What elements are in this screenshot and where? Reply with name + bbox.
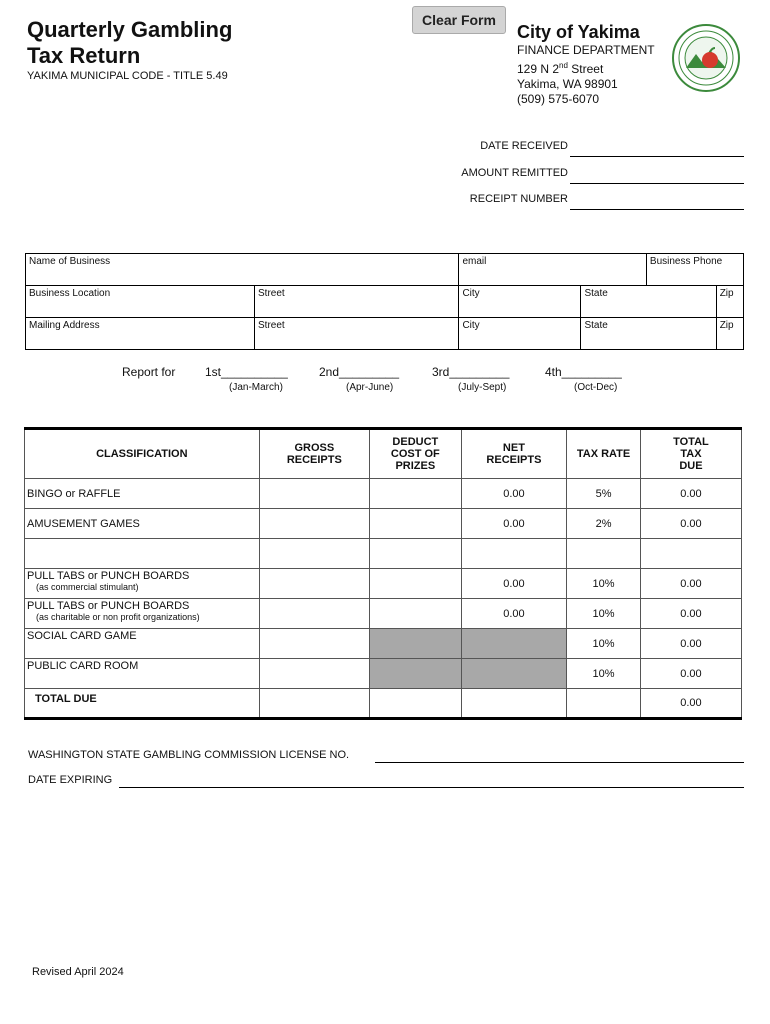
header-gross-receipts: GROSS RECEIPTS xyxy=(259,429,369,479)
location-city-field[interactable]: City xyxy=(459,286,581,318)
header-classification: CLASSIFICATION xyxy=(25,429,260,479)
receipt-number-label: RECEIPT NUMBER xyxy=(469,193,568,205)
total-due-value: 0.00 xyxy=(640,689,741,719)
business-info-table xyxy=(25,253,744,350)
license-label: WASHINGTON STATE GAMBLING COMMISSION LICENSE NO. xyxy=(28,749,350,761)
header-net-receipts: NET RECEIPTS xyxy=(461,429,567,479)
tax-rate-value: 2% xyxy=(567,509,641,539)
date-expiring-label: DATE EXPIRING xyxy=(28,774,113,786)
quarter-1-field[interactable]: 1st__________ xyxy=(205,365,288,379)
title-line-2: Tax Return xyxy=(27,43,141,68)
location-zip-field[interactable]: Zip xyxy=(716,286,743,318)
header-tax-rate: TAX RATE xyxy=(567,429,641,479)
deduct-cost-input[interactable] xyxy=(370,569,462,599)
row-classification: BINGO or RAFFLE xyxy=(25,479,260,509)
receipt-number-field[interactable] xyxy=(570,197,744,210)
shaded-cell xyxy=(370,659,462,689)
quarter-3-field[interactable]: 3rd_________ xyxy=(432,365,510,379)
quarter-2-range: (Apr-June) xyxy=(346,382,394,393)
gross-receipts-input[interactable] xyxy=(259,629,369,659)
municipal-code: YAKIMA MUNICIPAL CODE - TITLE 5.49 xyxy=(27,70,228,82)
amount-remitted-label: AMOUNT REMITTED xyxy=(461,167,568,179)
quarter-2-field[interactable]: 2nd_________ xyxy=(319,365,400,379)
net-receipts-value: 0.00 xyxy=(461,509,567,539)
mailing-state-field[interactable]: State xyxy=(581,318,716,350)
deduct-cost-input[interactable] xyxy=(370,509,462,539)
phone-number: (509) 575-6070 xyxy=(517,92,600,106)
table-row-blank xyxy=(25,539,742,569)
license-number-field[interactable] xyxy=(375,750,744,763)
mailing-city-field[interactable]: City xyxy=(459,318,581,350)
deduct-cost-input[interactable] xyxy=(370,599,462,629)
row-classification: PULL TABS or PUNCH BOARDS (as commercial stimulant) xyxy=(25,569,260,599)
tax-rate-value: 10% xyxy=(567,599,641,629)
header-deduct-cost: DEDUCT COST OF PRIZES xyxy=(370,429,462,479)
clear-form-button[interactable]: Clear Form xyxy=(412,6,506,34)
table-row xyxy=(25,599,742,629)
mailing-street-field[interactable]: Street xyxy=(255,318,459,350)
header-total-tax-due: TOTAL TAX DUE xyxy=(640,429,741,479)
table-row xyxy=(25,629,742,659)
deduct-cost-input[interactable] xyxy=(370,479,462,509)
form-title xyxy=(27,17,232,69)
shaded-cell xyxy=(461,659,567,689)
gross-receipts-input[interactable] xyxy=(259,509,369,539)
report-for-label: Report for xyxy=(122,365,176,379)
row-classification: SOCIAL CARD GAME xyxy=(25,629,260,659)
total-due-label: TOTAL DUE xyxy=(25,689,260,719)
quarter-4-field[interactable]: 4th_________ xyxy=(545,365,622,379)
date-received-field[interactable] xyxy=(570,144,744,157)
table-row xyxy=(25,569,742,599)
mailing-address-label: Mailing Address xyxy=(26,318,255,350)
shaded-cell xyxy=(370,629,462,659)
email-field[interactable]: email xyxy=(459,254,646,286)
department-address xyxy=(517,43,655,107)
total-tax-value: 0.00 xyxy=(640,479,741,509)
tax-rate-value: 5% xyxy=(567,479,641,509)
gross-receipts-input[interactable] xyxy=(259,569,369,599)
revised-date: Revised April 2024 xyxy=(32,966,124,978)
city-seal-icon xyxy=(672,24,740,92)
street-address: 129 N 2nd Street xyxy=(517,61,604,76)
date-received-label: DATE RECEIVED xyxy=(480,140,568,152)
total-tax-value: 0.00 xyxy=(640,569,741,599)
shaded-cell xyxy=(461,629,567,659)
date-expiring-field[interactable] xyxy=(119,775,744,788)
total-row xyxy=(25,689,742,719)
gross-receipts-input[interactable] xyxy=(259,479,369,509)
row-classification: PUBLIC CARD ROOM xyxy=(25,659,260,689)
business-location-label: Business Location xyxy=(26,286,255,318)
total-tax-value: 0.00 xyxy=(640,659,741,689)
row-classification: PULL TABS or PUNCH BOARDS (as charitable or non profit organizations) xyxy=(25,599,260,629)
gross-receipts-input[interactable] xyxy=(259,659,369,689)
city-name: City of Yakima xyxy=(517,22,640,42)
net-receipts-value: 0.00 xyxy=(461,569,567,599)
row-classification: AMUSEMENT GAMES xyxy=(25,509,260,539)
tax-rate-value: 10% xyxy=(567,659,641,689)
location-street-field[interactable]: Street xyxy=(255,286,459,318)
table-row xyxy=(25,509,742,539)
quarter-4-range: (Oct-Dec) xyxy=(574,382,618,393)
gambling-tax-table xyxy=(24,427,742,720)
department-name: FINANCE DEPARTMENT xyxy=(517,43,655,57)
business-phone-field[interactable]: Business Phone xyxy=(646,254,743,286)
quarter-1-range: (Jan-March) xyxy=(229,382,283,393)
title-line-1: Quarterly Gambling xyxy=(27,17,233,42)
quarter-3-range: (July-Sept) xyxy=(458,382,507,393)
mailing-zip-field[interactable]: Zip xyxy=(716,318,743,350)
table-row xyxy=(25,479,742,509)
total-tax-value: 0.00 xyxy=(640,509,741,539)
gross-receipts-input[interactable] xyxy=(259,599,369,629)
tax-rate-value: 10% xyxy=(567,569,641,599)
net-receipts-value: 0.00 xyxy=(461,599,567,629)
table-row xyxy=(25,659,742,689)
total-tax-value: 0.00 xyxy=(640,599,741,629)
location-state-field[interactable]: State xyxy=(581,286,716,318)
city-state-zip: Yakima, WA 98901 xyxy=(517,77,618,91)
name-of-business-field[interactable]: Name of Business xyxy=(26,254,459,286)
tax-rate-value: 10% xyxy=(567,629,641,659)
net-receipts-value: 0.00 xyxy=(461,479,567,509)
total-tax-value: 0.00 xyxy=(640,629,741,659)
amount-remitted-field[interactable] xyxy=(570,171,744,184)
